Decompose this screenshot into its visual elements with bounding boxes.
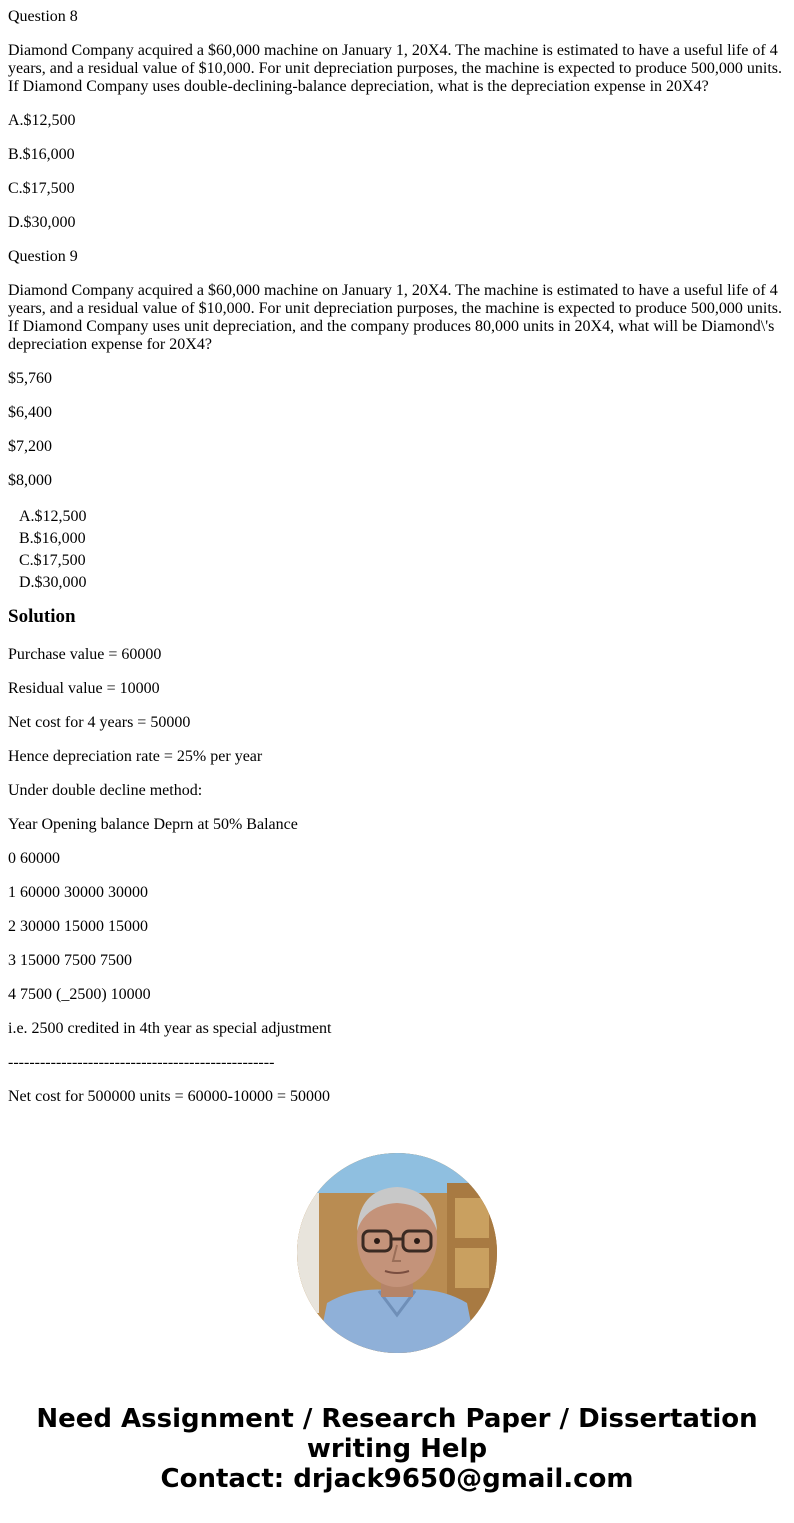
footer-line-1: Need Assignment / Research Paper / Dissertation (36, 1404, 758, 1434)
question-9-option-3: $7,200 (8, 438, 52, 455)
list-item: B.$16,000 (19, 530, 86, 547)
solution-line: Under double decline method: (8, 782, 203, 799)
solution-divider: -------------------------------------------------- (8, 1054, 275, 1071)
footer-line-2: writing Help (306, 1434, 488, 1464)
solution-line: Hence depreciation rate = 25% per year (8, 748, 263, 765)
question-8-option-c: C.$17,500 (8, 180, 75, 197)
question-8-option-b: B.$16,000 (8, 146, 75, 163)
list-item: A.$12,500 (19, 508, 87, 525)
solution-line: 2 30000 15000 15000 (8, 918, 148, 935)
footer-contact: Contact: drjack9650@gmail.com (160, 1464, 634, 1494)
solution-line: Net cost for 500000 units = 60000-10000 = 50000 (8, 1088, 331, 1105)
question-8-option-a: A.$12,500 (8, 112, 76, 129)
question-9-heading: Question 9 (8, 248, 78, 265)
solution-line: Residual value = 10000 (8, 680, 160, 697)
solution-line: Net cost for 4 years = 50000 (8, 714, 191, 731)
question-9-text: Diamond Company acquired a $60,000 machine on January 1, 20X4. The machine is estimated to have a useful life of 4 years, and a residual value of $10,000. For unit depreciation purposes, the machine is expected to produce 500,000 units. If Diamond Company uses unit depreciation, and the company produces 80,000 units in 20X4, what will be Diamond\'s depreciation expense for 20X4? (8, 282, 783, 353)
question-9-option-2: $6,400 (8, 404, 52, 421)
solution-line: 1 60000 30000 30000 (8, 884, 148, 901)
solution-line: 3 15000 7500 7500 (8, 952, 132, 969)
question-9-option-4: $8,000 (8, 472, 52, 489)
footer-banner (0, 1404, 794, 1494)
list-item: C.$17,500 (19, 552, 86, 569)
main-content (8, 8, 786, 1122)
solution-line: Year Opening balance Deprn at 50% Balance (8, 816, 298, 833)
list-item: D.$30,000 (19, 574, 87, 591)
solution-line: Purchase value = 60000 (8, 646, 162, 663)
question-8-text: Diamond Company acquired a $60,000 machine on January 1, 20X4. The machine is estimated to have a useful life of 4 years, and a residual value of $10,000. For unit depreciation purposes, the machine is expected to produce 500,000 units. If Diamond Company uses double-declining-balance depreciation, what is the depreciation expense in 20X4? (8, 42, 783, 95)
question-8-option-d: D.$30,000 (8, 214, 76, 231)
avatar-portrait-image (297, 1153, 497, 1353)
repeated-options-list (8, 506, 786, 594)
avatar (297, 1153, 497, 1353)
solution-line: 4 7500 (_2500) 10000 (8, 986, 151, 1003)
question-9-option-1: $5,760 (8, 370, 52, 387)
question-8-heading: Question 8 (8, 8, 78, 25)
solution-line: i.e. 2500 credited in 4th year as special adjustment (8, 1020, 332, 1037)
solution-heading: Solution (8, 606, 76, 627)
solution-line: 0 60000 (8, 850, 60, 867)
